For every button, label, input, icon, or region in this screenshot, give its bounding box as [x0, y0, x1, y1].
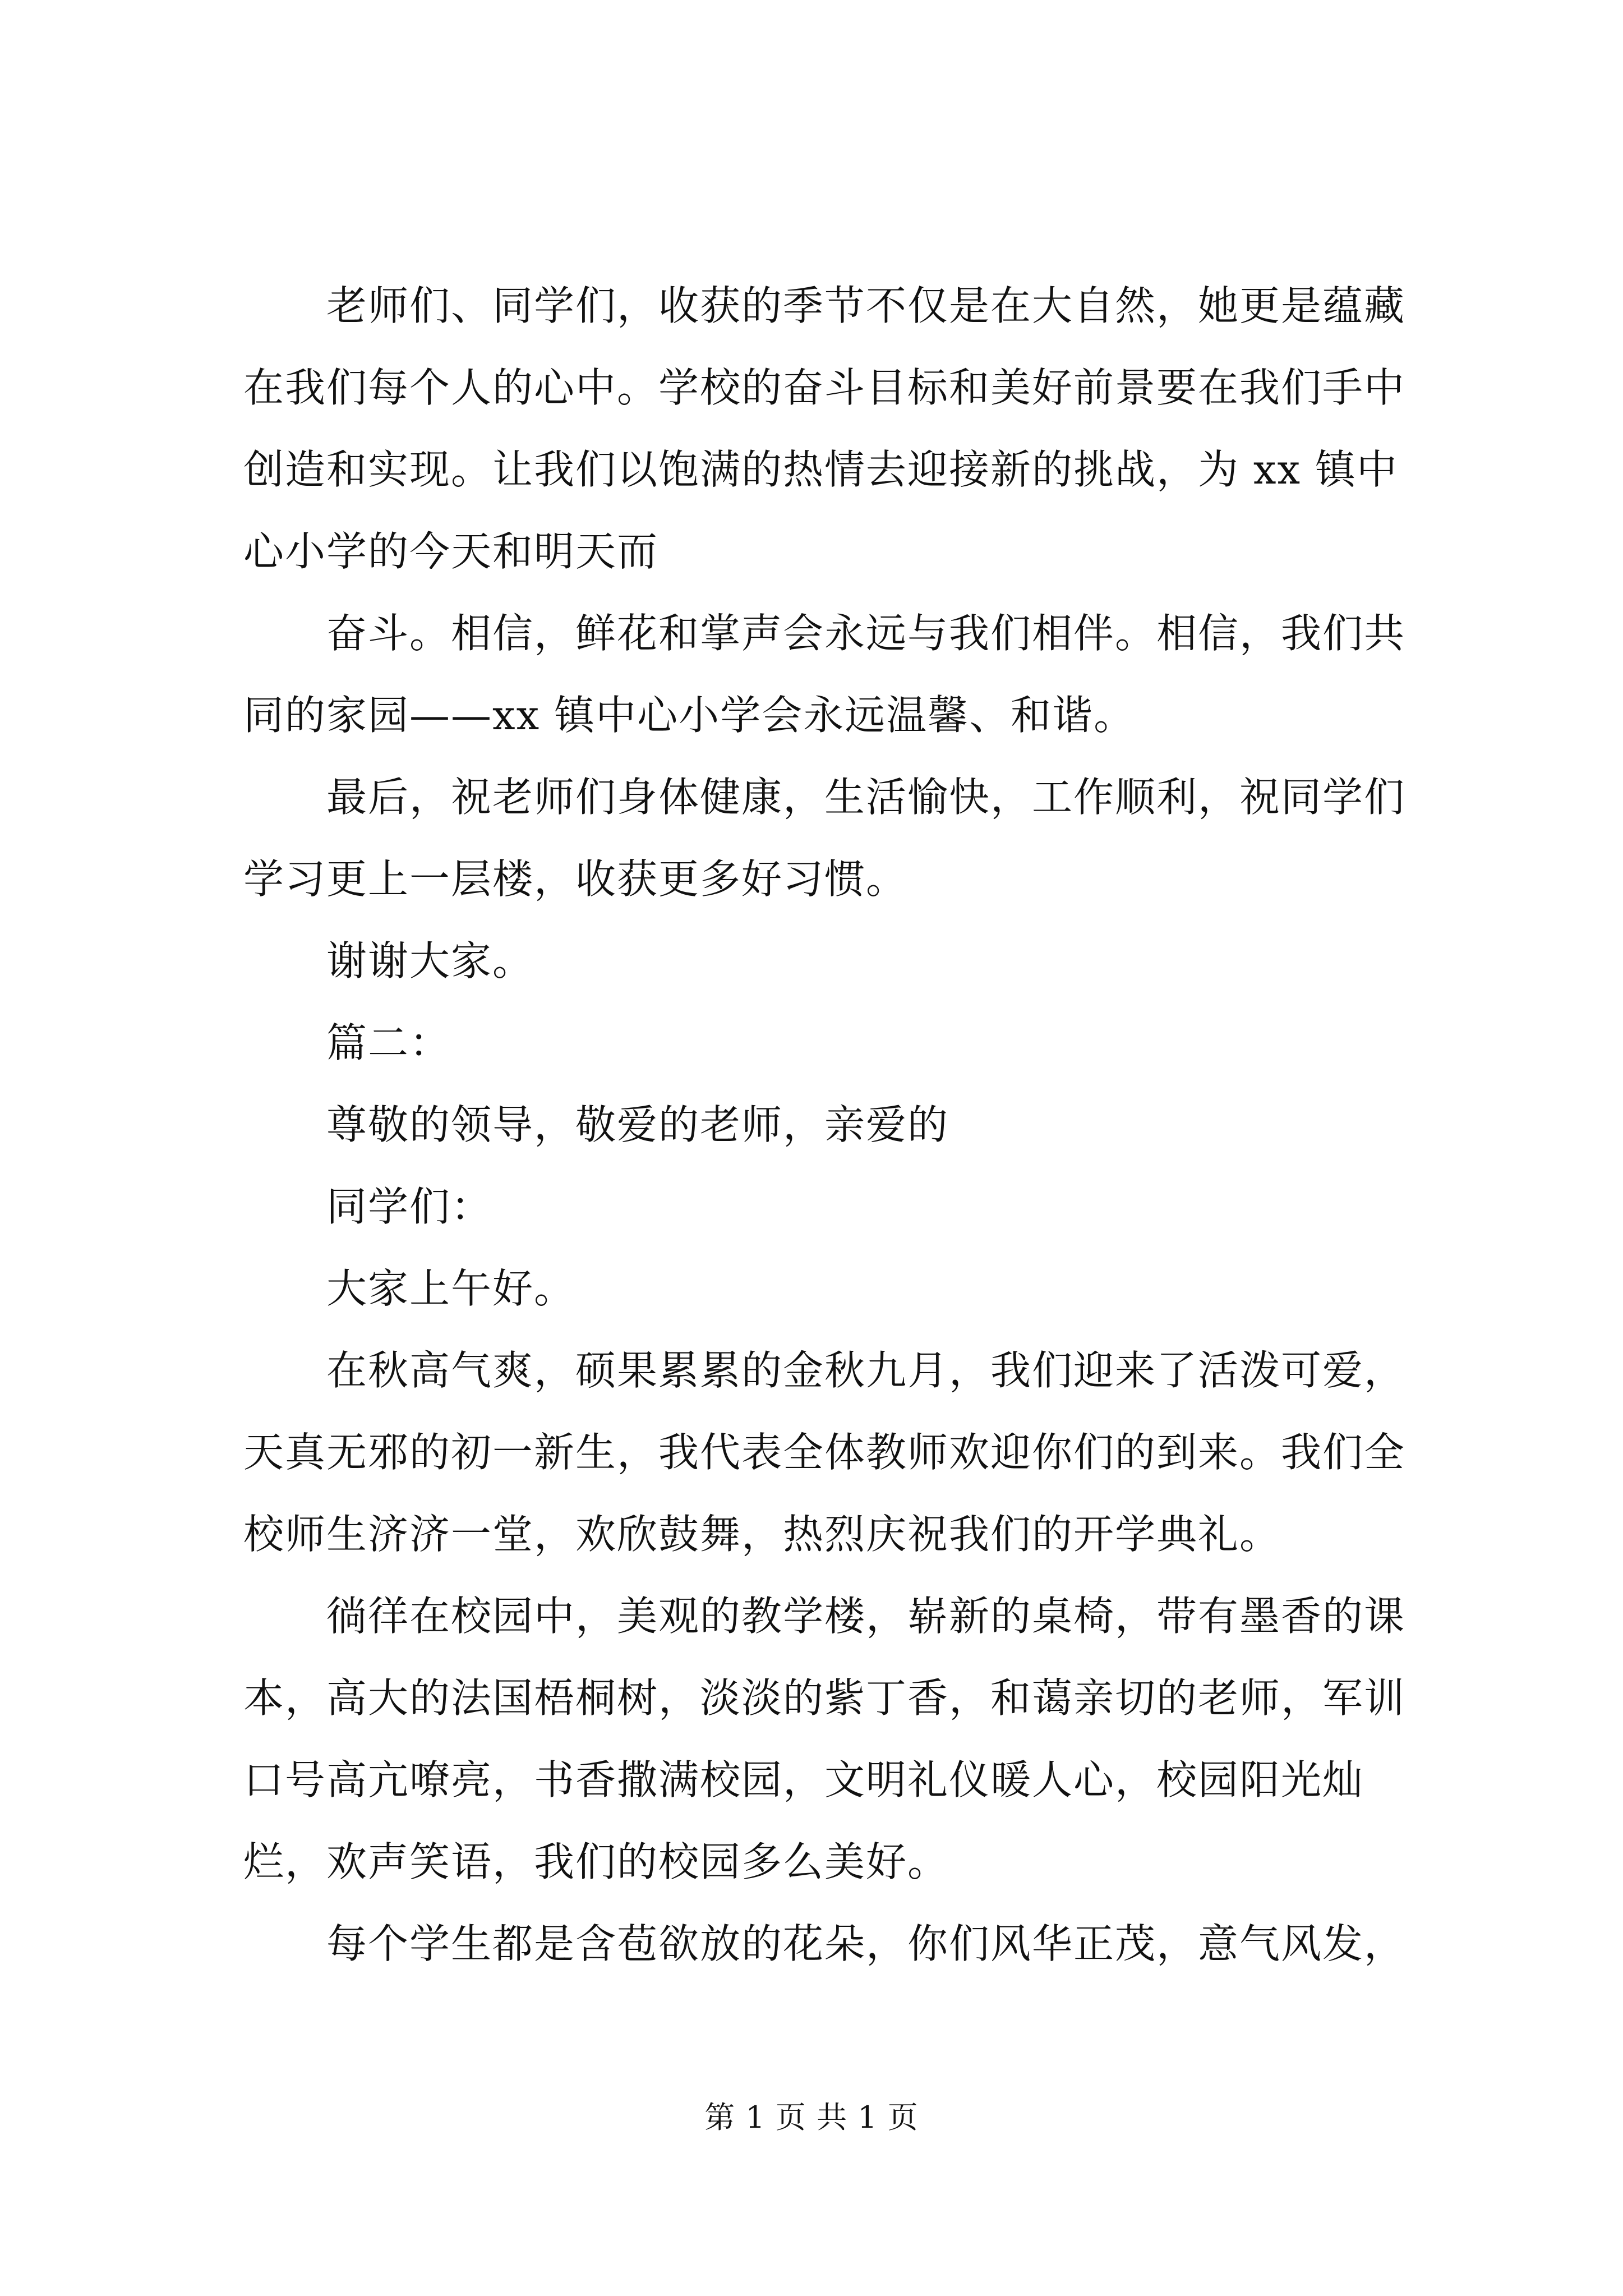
paragraph: 老师们、同学们，收获的季节不仅是在大自然，她更是蕴藏在我们每个人的心中。学校的奋斗目标和美好前景要在我们手中创造和实现。让我们以饱满的热情去迎接新的挑战，为 xx 镇中心小学的今天和明天而 [243, 282, 1406, 575]
page-footer: 第 1 页 共 1 页 [704, 2100, 919, 2135]
section-heading: 篇二： [243, 1019, 451, 1066]
document-body [243, 265, 1410, 1985]
paragraph: 谢谢大家。 [243, 937, 534, 984]
paragraph: 大家上午好。 [243, 1265, 576, 1312]
paragraph: 徜徉在校园中，美观的教学楼，崭新的桌椅，带有墨香的课本，高大的法国梧桐树，淡淡的紫丁香，和蔼亲切的老师，军训口号高亢嘹亮，书香撒满校园，文明礼仪暖人心，校园阳光灿烂，欢声笑语，我们的校园多么美好。 [243, 1593, 1406, 1885]
paragraph: 同学们： [243, 1183, 493, 1230]
paragraph: 每个学生都是含苞欲放的花朵，你们风华正茂，意气风发， [243, 1920, 1406, 1967]
paragraph: 最后，祝老师们身体健康，生活愉快，工作顺利，祝同学们学习更上一层楼，收获更多好习惯。 [243, 774, 1406, 903]
paragraph: 奋斗。相信，鲜花和掌声会永远与我们相伴。相信，我们共同的家园——xx 镇中心小学会永远温馨、和谐。 [243, 610, 1406, 739]
paragraph: 在秋高气爽，硕果累累的金秋九月，我们迎来了活泼可爱，天真无邪的初一新生，我代表全体教师欢迎你们的到来。我们全校师生济济一堂，欢欣鼓舞，热烈庆祝我们的开学典礼。 [243, 1347, 1406, 1558]
paragraph: 尊敬的领导，敬爱的老师，亲爱的 [243, 1101, 949, 1148]
